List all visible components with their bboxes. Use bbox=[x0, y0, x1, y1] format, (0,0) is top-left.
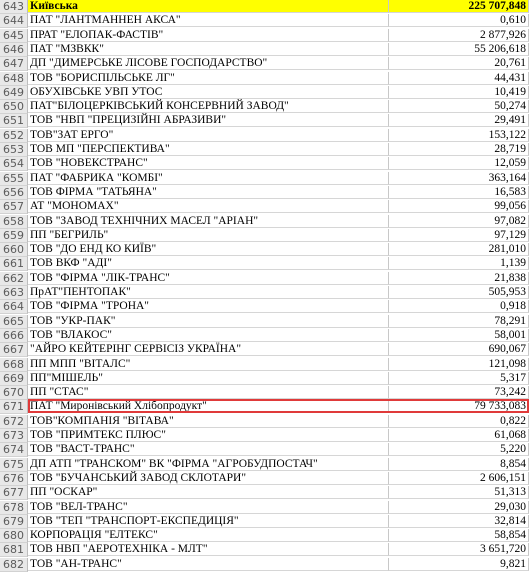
table-row[interactable] bbox=[0, 43, 532, 57]
row-number[interactable]: 647 bbox=[0, 57, 28, 71]
company-name-cell[interactable]: ТОВ"КОМПАНІЯ "ВІТАВА" bbox=[28, 415, 389, 428]
value-cell[interactable]: 5,220 bbox=[389, 443, 529, 456]
value-cell[interactable]: 12,059 bbox=[389, 157, 529, 170]
table-row[interactable] bbox=[0, 400, 532, 414]
table-row[interactable] bbox=[0, 472, 532, 486]
row-number[interactable]: 658 bbox=[0, 215, 28, 229]
value-cell[interactable]: 97,129 bbox=[389, 229, 529, 242]
company-name-cell[interactable]: ПАТ"БІЛОЦЕРКІВСЬКИЙ КОНСЕРВНИЙ ЗАВОД" bbox=[28, 100, 389, 113]
company-name-cell[interactable]: ТОВ "БУЧАНСЬКИЙ ЗАВОД СКЛОТАРИ" bbox=[28, 472, 389, 485]
value-cell[interactable]: 29,491 bbox=[389, 114, 529, 127]
company-name-cell[interactable]: ПАТ "МЗВКК" bbox=[28, 43, 389, 56]
company-name-cell[interactable]: ТОВ "ВАСТ-ТРАНС" bbox=[28, 443, 389, 456]
table-row[interactable] bbox=[0, 315, 532, 329]
value-cell[interactable]: 97,082 bbox=[389, 215, 529, 228]
company-name-cell[interactable]: ТОВ "ЗАВОД ТЕХНІЧНИХ МАСЕЛ "АРІАН" bbox=[28, 215, 389, 228]
row-number[interactable]: 646 bbox=[0, 43, 28, 57]
company-name-cell[interactable]: ТОВ "ФІРМА "ТРОНА" bbox=[28, 300, 389, 313]
company-name-cell[interactable]: ТОВ "ТЕП "ТРАНСПОРТ-ЕКСПЕДИЦІЯ" bbox=[28, 515, 389, 528]
row-number[interactable]: 654 bbox=[0, 157, 28, 171]
value-cell[interactable]: 1,139 bbox=[389, 257, 529, 270]
company-name-cell[interactable]: ТОВ ФІРМА "ТАТЬЯНА" bbox=[28, 186, 389, 199]
value-cell[interactable]: 61,068 bbox=[389, 429, 529, 442]
row-number[interactable]: 668 bbox=[0, 358, 28, 372]
table-row[interactable] bbox=[0, 72, 532, 86]
value-cell[interactable]: 28,719 bbox=[389, 143, 529, 156]
row-number[interactable]: 663 bbox=[0, 286, 28, 300]
table-row[interactable] bbox=[0, 486, 532, 500]
row-number[interactable]: 679 bbox=[0, 515, 28, 529]
company-name-cell[interactable]: ТОВ "БОРИСПІЛЬСЬКЕ ЛГ" bbox=[28, 72, 389, 85]
value-cell[interactable]: 20,761 bbox=[389, 57, 529, 70]
value-cell[interactable]: 2 877,926 bbox=[389, 29, 529, 42]
value-cell[interactable]: 55 206,618 bbox=[389, 43, 529, 56]
row-number[interactable]: 660 bbox=[0, 243, 28, 257]
company-name-cell[interactable]: ПП "СТАС" bbox=[28, 386, 389, 399]
company-name-cell[interactable]: АТ "МОНОМАХ" bbox=[28, 200, 389, 213]
value-cell[interactable]: 32,814 bbox=[389, 515, 529, 528]
table-row[interactable] bbox=[0, 558, 532, 572]
row-number[interactable]: 649 bbox=[0, 86, 28, 100]
table-row[interactable] bbox=[0, 200, 532, 214]
row-number[interactable]: 655 bbox=[0, 172, 28, 186]
value-cell[interactable]: 0,822 bbox=[389, 415, 529, 428]
value-cell[interactable]: 58,854 bbox=[389, 529, 529, 542]
table-row[interactable] bbox=[0, 386, 532, 400]
table-row[interactable] bbox=[0, 501, 532, 515]
value-cell[interactable]: 0,918 bbox=[389, 300, 529, 313]
table-row[interactable] bbox=[0, 543, 532, 557]
table-row[interactable] bbox=[0, 257, 532, 271]
table-row[interactable] bbox=[0, 229, 532, 243]
table-row[interactable] bbox=[0, 215, 532, 229]
table-row[interactable] bbox=[0, 143, 532, 157]
table-row[interactable] bbox=[0, 57, 532, 71]
row-number[interactable]: 648 bbox=[0, 72, 28, 86]
value-cell[interactable]: 281,010 bbox=[389, 243, 529, 256]
company-name-cell[interactable]: ПП "БЕГРИЛЬ" bbox=[28, 229, 389, 242]
row-number[interactable]: 652 bbox=[0, 129, 28, 143]
row-number[interactable]: 644 bbox=[0, 14, 28, 28]
region-total-cell[interactable]: 225 707,848 bbox=[389, 0, 529, 13]
value-cell[interactable]: 10,419 bbox=[389, 86, 529, 99]
value-cell[interactable]: 690,067 bbox=[389, 343, 529, 356]
company-name-cell[interactable]: "АЙРО КЕЙТЕРІНГ СЕРВІСІЗ УКРАЇНА" bbox=[28, 343, 389, 356]
row-number[interactable]: 676 bbox=[0, 472, 28, 486]
table-row[interactable] bbox=[0, 100, 532, 114]
row-number[interactable]: 681 bbox=[0, 543, 28, 557]
value-cell[interactable]: 505,953 bbox=[389, 286, 529, 299]
row-number[interactable]: 662 bbox=[0, 272, 28, 286]
row-number[interactable]: 672 bbox=[0, 415, 28, 429]
value-cell[interactable]: 73,242 bbox=[389, 386, 529, 399]
row-number[interactable]: 667 bbox=[0, 343, 28, 357]
company-name-cell[interactable]: ПрАТ"ПЕНТОПАК" bbox=[28, 286, 389, 299]
row-number[interactable]: 659 bbox=[0, 229, 28, 243]
value-cell[interactable]: 0,610 bbox=[389, 14, 529, 27]
value-cell[interactable]: 79 733,083 bbox=[389, 400, 529, 413]
company-name-cell[interactable]: ТОВ ВКФ "АДІ" bbox=[28, 257, 389, 270]
company-name-cell[interactable]: ТОВ "ДО ЕНД КО КИЇВ" bbox=[28, 243, 389, 256]
value-cell[interactable]: 363,164 bbox=[389, 172, 529, 185]
company-name-cell[interactable]: КОРПОРАЦІЯ "ЕЛТЕКС" bbox=[28, 529, 389, 542]
company-name-cell[interactable]: ТОВ "НВП "ПРЕЦИЗІЙНІ АБРАЗИВИ" bbox=[28, 114, 389, 127]
row-number[interactable]: 651 bbox=[0, 114, 28, 128]
row-number[interactable]: 675 bbox=[0, 458, 28, 472]
value-cell[interactable]: 8,854 bbox=[389, 458, 529, 471]
value-cell[interactable]: 153,122 bbox=[389, 129, 529, 142]
row-number[interactable]: 656 bbox=[0, 186, 28, 200]
table-row[interactable] bbox=[0, 157, 532, 171]
row-number[interactable]: 678 bbox=[0, 501, 28, 515]
table-row[interactable] bbox=[0, 300, 532, 314]
table-row[interactable] bbox=[0, 458, 532, 472]
row-number[interactable]: 680 bbox=[0, 529, 28, 543]
company-name-cell[interactable]: ТОВ "ПРИМТЕКС ПЛЮС" bbox=[28, 429, 389, 442]
table-row[interactable] bbox=[0, 429, 532, 443]
value-cell[interactable]: 29,030 bbox=[389, 501, 529, 514]
company-name-cell[interactable]: ПАТ "ЛАНТМАННЕН АКСА" bbox=[28, 14, 389, 27]
company-name-cell[interactable]: ПП"МІШЕЛЬ" bbox=[28, 372, 389, 385]
table-row[interactable] bbox=[0, 172, 532, 186]
company-name-cell[interactable]: ПАТ "ФАБРИКА "КОМБІ" bbox=[28, 172, 389, 185]
value-cell[interactable]: 121,098 bbox=[389, 358, 529, 371]
value-cell[interactable]: 99,056 bbox=[389, 200, 529, 213]
value-cell[interactable]: 21,838 bbox=[389, 272, 529, 285]
company-name-cell[interactable]: ТОВ "НОВЕКСТРАНС" bbox=[28, 157, 389, 170]
company-name-cell[interactable]: ТОВ "УКР-ПАК" bbox=[28, 315, 389, 328]
company-name-cell[interactable]: ОБУХІВСЬКЕ УВП УТОС bbox=[28, 86, 389, 99]
table-row[interactable] bbox=[0, 343, 532, 357]
company-name-cell[interactable]: ДП АТП "ТРАНСКОМ" ВК "ФІРМА "АГРОБУДПОСТАЧ" bbox=[28, 458, 389, 471]
company-name-cell[interactable]: ПАТ "Миронівський Хлібопродукт" bbox=[28, 400, 389, 413]
company-name-cell[interactable]: ТОВ "АН-ТРАНС" bbox=[28, 558, 389, 571]
table-row[interactable] bbox=[0, 358, 532, 372]
row-number[interactable]: 650 bbox=[0, 100, 28, 114]
company-name-cell[interactable]: ТОВ "ВЕЛ-ТРАНС" bbox=[28, 501, 389, 514]
table-row[interactable] bbox=[0, 243, 532, 257]
company-name-cell[interactable]: ТОВ "ВЛАКОС" bbox=[28, 329, 389, 342]
value-cell[interactable]: 50,274 bbox=[389, 100, 529, 113]
table-row[interactable] bbox=[0, 186, 532, 200]
row-number[interactable]: 657 bbox=[0, 200, 28, 214]
table-row[interactable] bbox=[0, 129, 532, 143]
company-name-cell[interactable]: ТОВ МП "ПЕРСПЕКТИВА" bbox=[28, 143, 389, 156]
row-number[interactable]: 670 bbox=[0, 386, 28, 400]
value-cell[interactable]: 58,001 bbox=[389, 329, 529, 342]
table-row[interactable] bbox=[0, 272, 532, 286]
company-name-cell[interactable]: ПРАТ "ЕЛОПАК-ФАСТІВ" bbox=[28, 29, 389, 42]
value-cell[interactable]: 44,431 bbox=[389, 72, 529, 85]
value-cell[interactable]: 2 606,151 bbox=[389, 472, 529, 485]
region-name-cell[interactable]: Київська bbox=[28, 0, 389, 13]
value-cell[interactable]: 9,821 bbox=[389, 558, 529, 571]
row-number[interactable]: 671 bbox=[0, 400, 28, 414]
table-row[interactable] bbox=[0, 372, 532, 386]
table-row[interactable] bbox=[0, 86, 532, 100]
company-name-cell[interactable]: ТОВ "ФІРМА "ЛІК-ТРАНС" bbox=[28, 272, 389, 285]
value-cell[interactable]: 78,291 bbox=[389, 315, 529, 328]
row-number[interactable]: 673 bbox=[0, 429, 28, 443]
company-name-cell[interactable]: ТОВ НВП "АЕРОТЕХНІКА - МЛТ" bbox=[28, 543, 389, 556]
table-row-header[interactable] bbox=[0, 0, 532, 14]
value-cell[interactable]: 5,317 bbox=[389, 372, 529, 385]
table-row[interactable] bbox=[0, 29, 532, 43]
row-number[interactable]: 677 bbox=[0, 486, 28, 500]
row-number[interactable]: 666 bbox=[0, 329, 28, 343]
row-number[interactable]: 643 bbox=[0, 0, 28, 14]
table-row[interactable] bbox=[0, 443, 532, 457]
company-name-cell[interactable]: ТОВ"ЗАТ ЕРГО" bbox=[28, 129, 389, 142]
row-number[interactable]: 653 bbox=[0, 143, 28, 157]
table-row[interactable] bbox=[0, 114, 532, 128]
table-row[interactable] bbox=[0, 529, 532, 543]
row-number[interactable]: 682 bbox=[0, 558, 28, 572]
row-number[interactable]: 664 bbox=[0, 300, 28, 314]
company-name-cell[interactable]: ПП МПП "ВІТАЛС" bbox=[28, 358, 389, 371]
table-row[interactable] bbox=[0, 286, 532, 300]
value-cell[interactable]: 16,583 bbox=[389, 186, 529, 199]
table-row[interactable] bbox=[0, 14, 532, 28]
row-number[interactable]: 665 bbox=[0, 315, 28, 329]
value-cell[interactable]: 51,313 bbox=[389, 486, 529, 499]
table-row[interactable] bbox=[0, 329, 532, 343]
table-row[interactable] bbox=[0, 415, 532, 429]
company-name-cell[interactable]: ДП "ДИМЕРСЬКЕ ЛІСОВЕ ГОСПОДАРСТВО" bbox=[28, 57, 389, 70]
company-name-cell[interactable]: ПП "ОСКАР" bbox=[28, 486, 389, 499]
value-cell[interactable]: 3 651,720 bbox=[389, 543, 529, 556]
row-number[interactable]: 661 bbox=[0, 257, 28, 271]
table-row[interactable] bbox=[0, 515, 532, 529]
row-number[interactable]: 645 bbox=[0, 29, 28, 43]
row-number[interactable]: 669 bbox=[0, 372, 28, 386]
row-number[interactable]: 674 bbox=[0, 443, 28, 457]
